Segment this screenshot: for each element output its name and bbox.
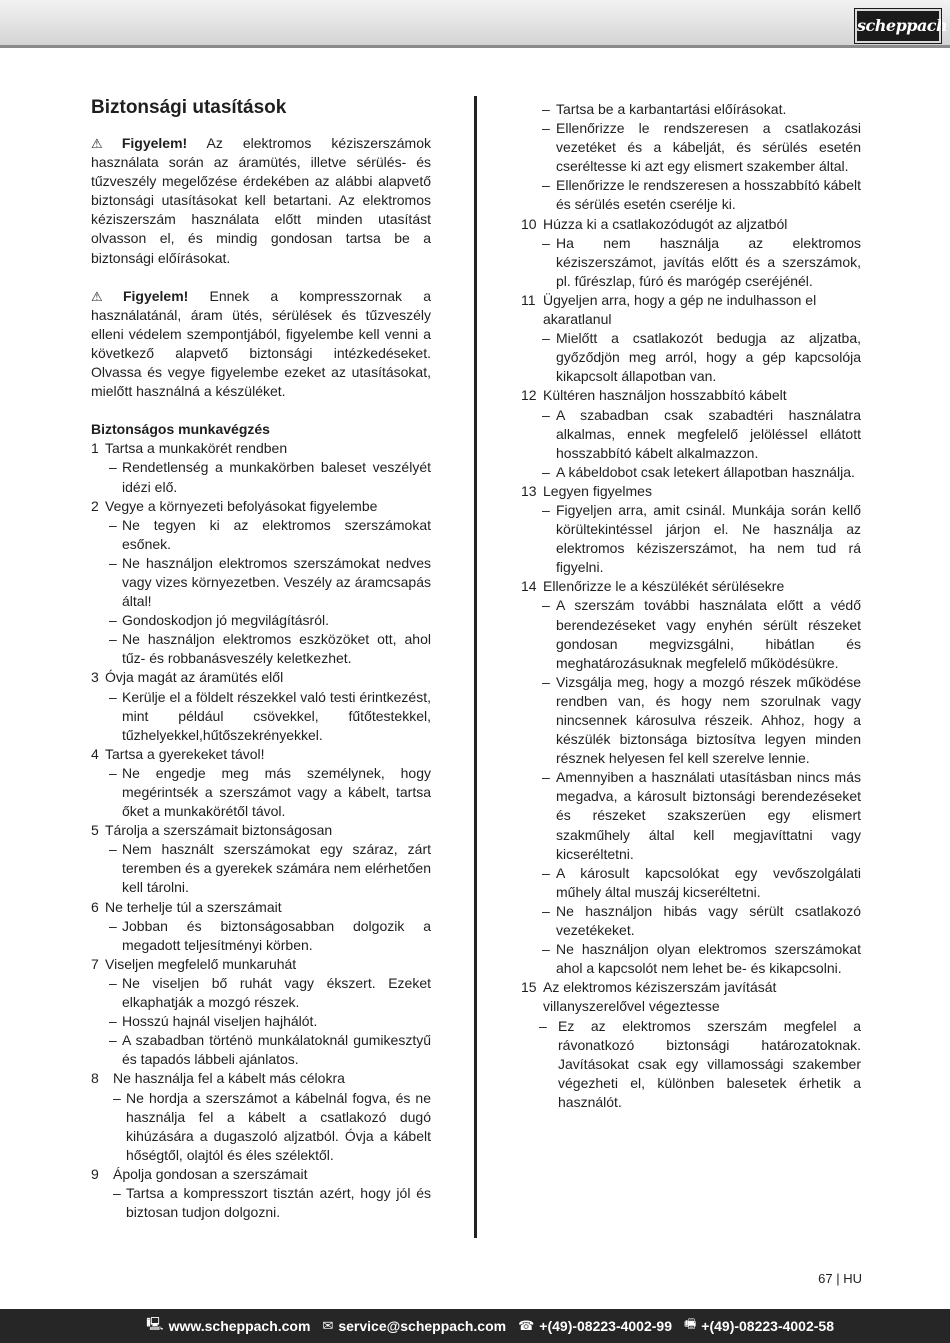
item-heading: Húzza ki a csatlakozódugót az aljzatból [543, 215, 788, 232]
list-item [521, 978, 861, 1112]
phone-number: +(49)-08223-4002-99 [539, 1318, 672, 1334]
list-item [91, 439, 431, 496]
page-title: Biztonsági utasítások [91, 97, 287, 118]
sub-item: – A szabadban történö munkálatoknál gumikesztyű és tapadós lábbeli ajánlatos. [91, 1031, 431, 1069]
warning-icon: ⚠ [91, 136, 119, 151]
item-number: 9 [91, 1165, 99, 1182]
item-number: 10 [521, 215, 537, 232]
sub-item: – Ha nem használja az elektromos kéziszerszámot, javítás előtt és a szerszámok, pl. fűrészlap, fúró és marógép cseréjénél. [521, 234, 861, 291]
list-item [91, 1069, 431, 1164]
footer-bar [0, 1309, 950, 1343]
item-heading: Viseljen megfelelő munkaruhát [105, 955, 297, 972]
sub-item: – A szabadban csak szabadtéri használatra alkalmas, ennek megfelelő jelöléssel ellátott hosszabbító kábelt alkalmazzon. [521, 406, 861, 463]
item-heading: Kültéren használjon hosszabbító kábelt [543, 387, 787, 404]
item-number: 1 [91, 440, 99, 457]
list-item [521, 482, 861, 577]
sub-item: – Ne hordja a szerszámot a kábelnál fogva, és ne használja fel a kábelt a csatlakozó dugó kihúzására a dugaszoló aljzatból. Óvja a kábelt hőségtől, olajtól és éles szélektől. [91, 1089, 431, 1165]
sub-item: – Vizsgálja meg, hogy a mozgó részek működése rendben van, és hogy nem szorulnak vagy nincsennek károsulva részeik. Ahhoz, hogy a készülék biztonsága biztosítva legyen minden résznek helyesen fel kell szerelve lennie. [521, 673, 861, 768]
sub-item: – A szerszám további használata előtt a védő berendezéseket vagy enyhén sérült részeket gondosan megvizsgálni, hibátlan és meghatározásuknak megfelelő működésükre. [521, 596, 861, 672]
list-item [521, 291, 861, 386]
sub-item: – Jobban és biztonságosabban dolgozik a megadott teljesítményi körben. [91, 917, 431, 955]
fax-icon: 🖷 [684, 1316, 697, 1331]
item-number: 4 [91, 745, 99, 762]
fax-number: +(49)-08223-4002-58 [701, 1318, 834, 1334]
sub-item: – Ne engedje meg más személynek, hogy megérintsék a szerszámot vagy a kábelt, tartsa őket a munkakörétől távol. [91, 764, 431, 821]
continued-sub-list [521, 100, 861, 215]
mail-icon: ✉ [322, 1318, 334, 1333]
list-item [91, 955, 431, 1070]
footer-email[interactable] [322, 1318, 506, 1334]
instruction-list [521, 215, 861, 1112]
sub-item: – Amennyiben a használati utasításban nincs más megadva, a károsult biztonsági berendezéseket és részeket szakszerüen egy elismert szakműhely által kell megjavíttatni vagy kicseréltetni. [521, 768, 861, 863]
section-title: Biztonságos munkavégzés [91, 421, 270, 438]
list-item [91, 898, 431, 955]
sub-item: – Gondoskodjon jó megvilágításról. [91, 611, 431, 630]
item-number: 12 [521, 387, 537, 404]
item-number: 11 [521, 291, 536, 308]
sub-item: – Ellenőrizze le rendszeresen a csatlakozási vezetéket és a kábelját, és sérülés esetén cseréltesse ki azt egy elismert szakember által. [521, 119, 861, 176]
page-number: 67 | HU [818, 1271, 862, 1286]
sub-item: – Hosszú hajnál viseljen hajhálót. [91, 1012, 431, 1031]
sub-item: – Ne használjon elektromos szerszámokat nedves vagy vizes környezetben. Veszély az áramcsapás által! [91, 554, 431, 611]
sub-item: – Ne tegyen ki az elektromos szerszámokat esőnek. [91, 516, 431, 554]
item-heading: Tartsa a gyerekeket távol! [105, 745, 265, 762]
brand-logo: scheppach [855, 9, 941, 43]
footer-phone [518, 1318, 672, 1334]
column-divider [474, 96, 477, 1238]
item-number: 7 [91, 955, 99, 972]
sub-item: – A kábeldobot csak letekert állapotban használja. [521, 463, 861, 482]
warning-paragraph-2 [91, 287, 431, 402]
computer-icon: 🖳 [146, 1316, 164, 1331]
sub-item: – Rendetlenség a munkakörben baleset veszélyét idézi elő. [91, 458, 431, 496]
item-heading: Tárolja a szerszámait biztonságosan [105, 822, 333, 839]
list-item [521, 215, 861, 291]
list-item [91, 497, 431, 669]
list-item [91, 745, 431, 821]
item-heading: Ne használja fel a kábelt más célokra [113, 1070, 345, 1087]
item-heading: Tartsa a munkakörét rendben [105, 440, 288, 457]
sub-item: – Ez az elektromos szerszám megfelel a rávonatkozó biztonsági határozatoknak. Javításokat csak egy villamossági szakember végezheti el, különben balesetek érhetik a használót. [521, 1017, 861, 1112]
website-link[interactable]: www.scheppach.com [168, 1318, 311, 1334]
item-heading: Legyen figyelmes [543, 482, 652, 499]
item-heading: Ne terhelje túl a szerszámait [105, 898, 282, 915]
warning-text: Az elektromos kéziszerszámok használata során az áramütés, illetve sérülés- és tűzveszély megelőzése érdekében az alábbi alapvető biztonsági utasításokat kell betartani. Az elektromos kéziszerszám használata előtt minden utasítást olvasson el, és mindig gondosan tartsa be a biztonsági előírásokat. [91, 135, 431, 266]
sub-item: – Ne használjon hibás vagy sérült csatlakozó vezetékeket. [521, 902, 861, 940]
item-heading: Ellenőrizze le a készülékét sérülésekre [543, 578, 785, 595]
warning-paragraph-1 [91, 134, 431, 268]
sub-item: – Tartsa a kompresszort tisztán azért, hogy jól és biztosan tudjon dolgozni. [91, 1184, 431, 1222]
item-number: 13 [521, 482, 537, 499]
sub-item: – Nem használt szerszámokat egy száraz, zárt teremben és a gyerekek számára nem elérhetően kell tárolni. [91, 840, 431, 897]
phone-icon: ☎ [518, 1318, 535, 1333]
list-item [521, 386, 861, 481]
list-item [91, 821, 431, 897]
list-item [91, 668, 431, 744]
item-number: 6 [91, 898, 99, 915]
item-number: 3 [91, 669, 99, 686]
warning-text: Ennek a kompresszornak a használatánál, áram ütés, sérülések és tűzveszély elleni védelem szempontjából, figyelembe kell venni a következő alapvető biztonsági intézkedéseket. Olvassa és vegye figyelembe ezeket az utasításokat, mielőtt használná a készüléket. [91, 287, 432, 400]
sub-item: – Ellenőrizze le rendszeresen a hosszabbító kábelt és sérülés esetén cserélje ki. [521, 176, 861, 214]
warning-label: Figyelem! [122, 287, 189, 304]
item-number: 14 [521, 578, 537, 595]
email-link[interactable]: service@scheppach.com [338, 1318, 507, 1334]
sub-item: – Tartsa be a karbantartási előírásokat. [521, 100, 861, 119]
sub-item: – A károsult kapcsolókat egy vevőszolgálati műhely által muszáj kicseréltetni. [521, 864, 861, 902]
sub-item: – Ne használjon olyan elektromos szerszámokat ahol a kapcsolót nem lehet be- és kikapcsolni. [521, 940, 861, 978]
warning-icon: ⚠ [91, 288, 120, 304]
sub-item: – Ne viseljen bő ruhát vagy ékszert. Ezeket elkaphatják a mozgó részek. [91, 974, 431, 1012]
sub-item: – Mielőtt a csatlakozót bedugja az aljzatba, győződjön meg arról, hogy a gép kapcsolója kikapcsolt állapotban van. [521, 329, 861, 386]
item-heading: Óvja magát az áramütés elől [105, 669, 284, 686]
warning-label: Figyelem! [121, 135, 188, 151]
item-number: 2 [91, 497, 99, 514]
sub-item: – Kerülje el a földelt részekkel való testi érintkezést, mint például csövekkel, fűtőtestekkel, tűzhelyekkel,hűtőszekrényekkel. [91, 688, 431, 745]
instruction-list [91, 439, 431, 1222]
item-number: 15 [521, 979, 537, 996]
footer-fax [684, 1315, 834, 1337]
list-item [521, 577, 861, 978]
list-item [91, 1165, 431, 1222]
item-heading: Ápolja gondosan a szerszámait [113, 1165, 308, 1182]
item-number: 5 [91, 822, 99, 839]
sub-item: – Ne használjon elektromos eszközöket ott, ahol tűz- és robbanásveszély keletkezhet. [91, 630, 431, 668]
item-number: 8 [91, 1070, 99, 1087]
item-heading: Ügyeljen arra, hogy a gép ne indulhasson el akaratlanul [543, 291, 817, 328]
right-column [521, 100, 861, 1112]
item-heading: Vegye a környezeti befolyásokat figyelembe [105, 497, 378, 514]
footer-website[interactable] [146, 1315, 310, 1337]
header-bar [0, 0, 950, 48]
sub-item: – Figyeljen arra, amit csinál. Munkája során kellő körültekintéssel járjon el. Ne használja az elektromos kéziszerszámot, ha nem tud rá figyelni. [521, 501, 861, 577]
item-heading: Az elektromos kéziszerszám javítását villanyszerelővel végeztesse [543, 979, 777, 1015]
left-column [91, 96, 431, 1222]
